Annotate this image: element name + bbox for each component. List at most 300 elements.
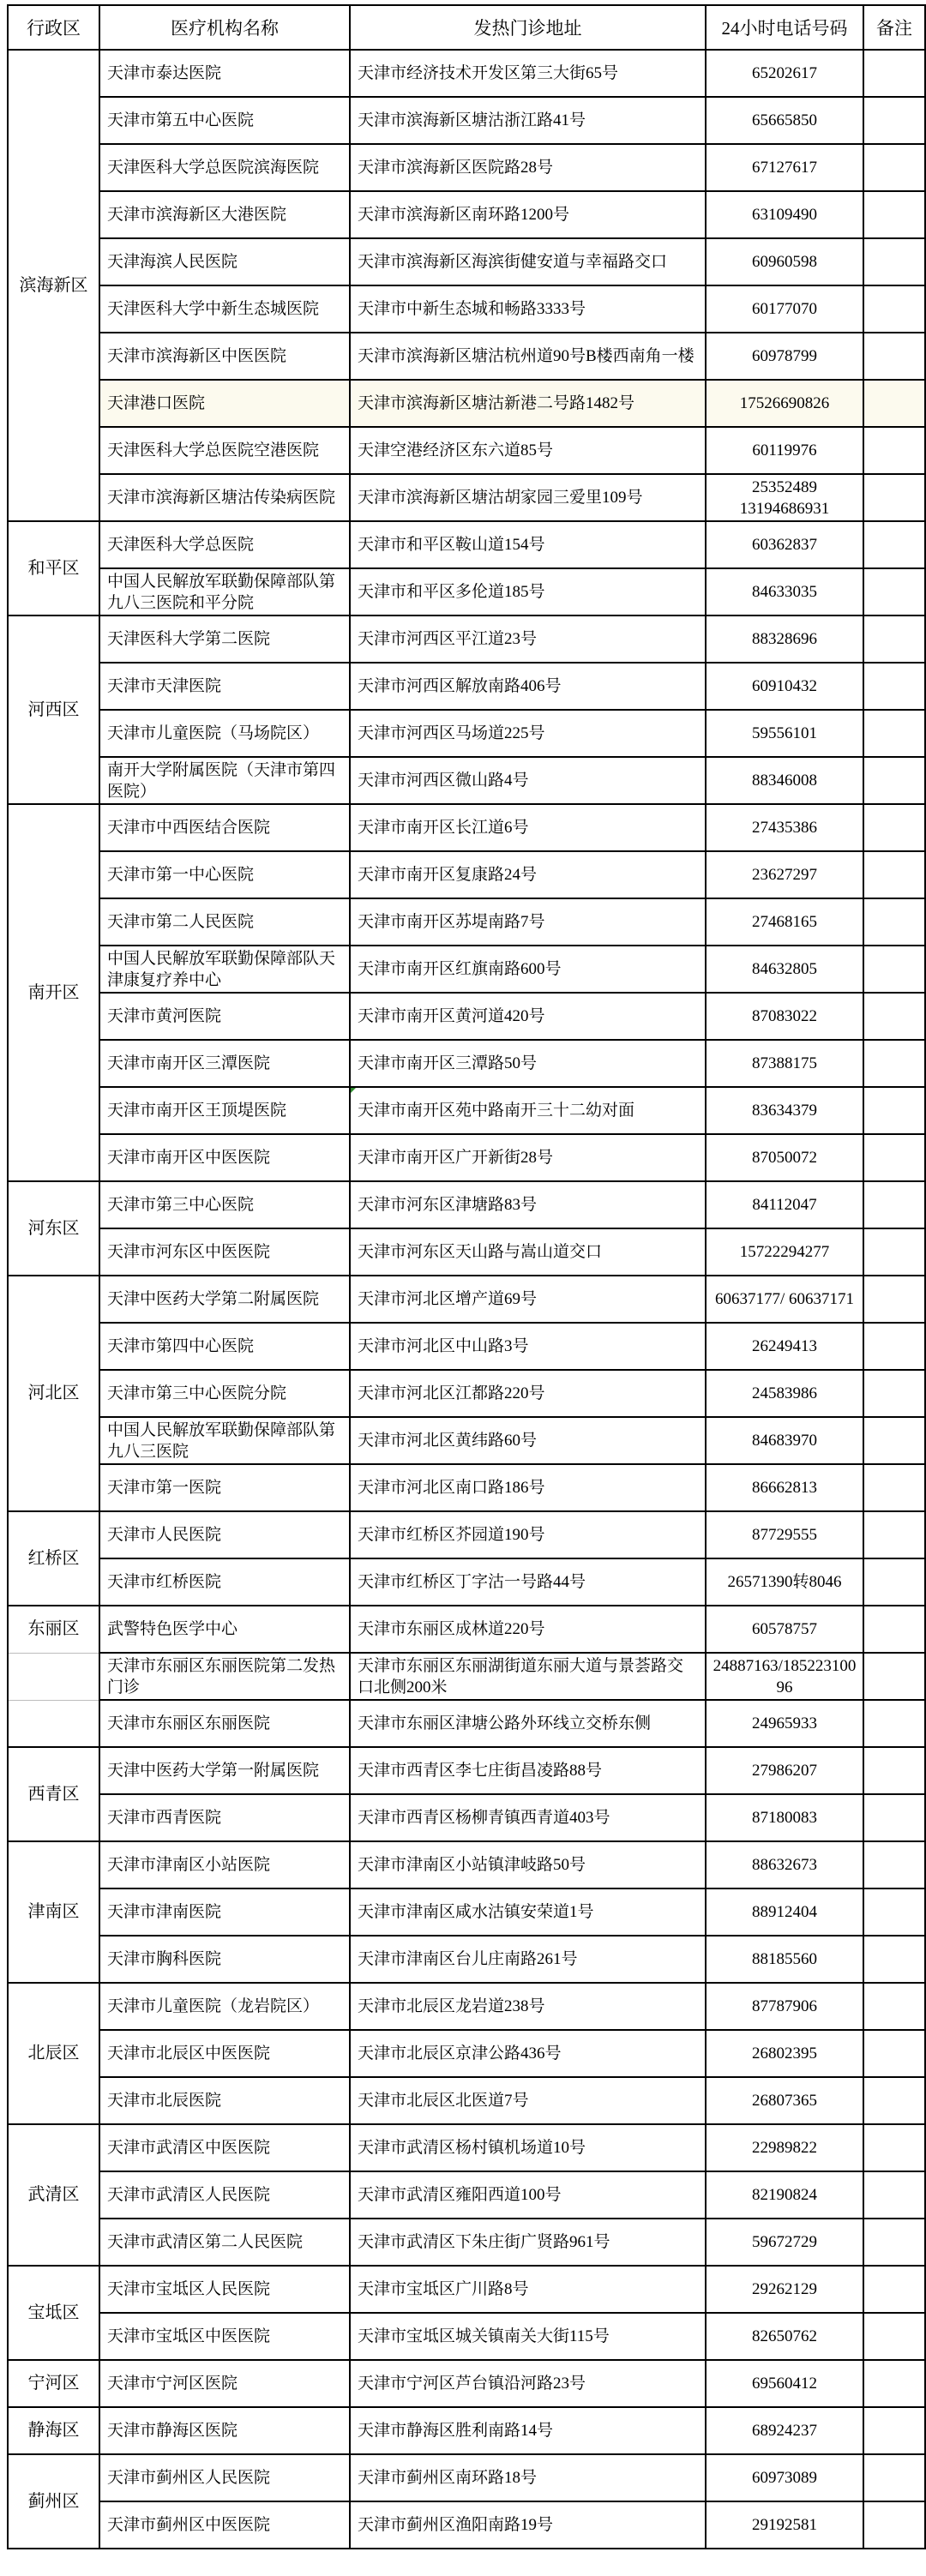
table-row (8, 97, 925, 144)
phone-cell (706, 615, 863, 663)
phone-cell (706, 851, 863, 898)
table-body (8, 50, 925, 2549)
note-cell (863, 1181, 925, 1228)
district-cell: 河北区 (8, 1276, 99, 1511)
org-name-cell: 天津中医药大学第一附属医院 (99, 1747, 350, 1794)
phone-line: 27435386 (752, 819, 817, 837)
table-row (8, 1228, 925, 1276)
address-cell: 天津市静海区胜利南路14号 (350, 2407, 706, 2454)
address-cell: 天津市中新生态城和畅路3333号 (350, 285, 706, 333)
address-cell: 天津市滨海新区医院路28号 (350, 144, 706, 191)
org-name-cell: 天津市宁河区医院 (99, 2360, 350, 2407)
phone-line: 60973089 (752, 2469, 817, 2487)
org-name-cell: 天津市红桥医院 (99, 1558, 350, 1606)
district-cell: 武清区 (8, 2124, 99, 2266)
note-cell (863, 2219, 925, 2266)
table-row (8, 663, 925, 710)
note-cell (863, 1370, 925, 1417)
phone-line: 26807365 (752, 2092, 817, 2110)
note-cell (863, 1936, 925, 1983)
phone-cell (706, 568, 863, 615)
note-cell (863, 1276, 925, 1323)
phone-line: 15722294277 (739, 1243, 830, 1261)
table-row (8, 474, 925, 521)
note-cell (863, 1134, 925, 1181)
phone-line: 59672729 (752, 2233, 817, 2251)
org-name-cell: 天津市滨海新区塘沽传染病医院 (99, 474, 350, 521)
table-row (8, 1370, 925, 1417)
note-cell (863, 50, 925, 97)
table-row (8, 898, 925, 946)
note-cell (863, 1700, 925, 1747)
table-row (8, 238, 925, 285)
note-cell (863, 1841, 925, 1888)
header-org-name: 医疗机构名称 (99, 5, 350, 50)
phone-line: 65202617 (752, 64, 817, 82)
phone-cell (706, 1134, 863, 1181)
phone-cell (706, 1794, 863, 1841)
address-cell: 天津市滨海新区塘沽新港二号路1482号 (350, 380, 706, 427)
phone-line: 84632805 (752, 960, 817, 978)
table-row (8, 2077, 925, 2124)
phone-line: 87180083 (752, 1809, 817, 1827)
org-name-cell: 天津海滨人民医院 (99, 238, 350, 285)
table-row (8, 2407, 925, 2454)
table-row (8, 521, 925, 568)
address-cell: 天津市南开区复康路24号 (350, 851, 706, 898)
phone-cell (706, 757, 863, 804)
table-row (8, 1040, 925, 1087)
note-cell (863, 1228, 925, 1276)
address-cell: 天津市和平区鞍山道154号 (350, 521, 706, 568)
table-row (8, 946, 925, 993)
phone-line: 84633035 (752, 583, 817, 601)
address-cell: 天津市滨海新区塘沽浙江路41号 (350, 97, 706, 144)
phone-line: 24887163/185223100 (713, 1656, 857, 1675)
address-cell: 天津市南开区黄河道420号 (350, 993, 706, 1040)
district-cell: 津南区 (8, 1841, 99, 1983)
phone-cell (706, 2171, 863, 2219)
phone-line: 60578757 (752, 1620, 817, 1638)
district-cell: 东丽区 (8, 1606, 99, 1653)
phone-cell (706, 1983, 863, 2030)
org-name-cell: 天津市武清区人民医院 (99, 2171, 350, 2219)
header-row (8, 5, 925, 50)
address-cell: 天津市北辰区京津公路436号 (350, 2030, 706, 2077)
org-name-cell: 天津市泰达医院 (99, 50, 350, 97)
address-cell: 天津市红桥区丁字沽一号路44号 (350, 1558, 706, 1606)
district-cell-empty (8, 1653, 99, 1700)
phone-cell (706, 1841, 863, 1888)
note-cell (863, 663, 925, 710)
phone-line: 60978799 (752, 347, 817, 365)
note-cell (863, 1983, 925, 2030)
org-name-cell: 中国人民解放军联勤保障部队第九八三医院 (99, 1417, 350, 1464)
org-name-cell: 天津市南开区三潭医院 (99, 1040, 350, 1087)
note-cell (863, 1794, 925, 1841)
phone-line: 88185560 (752, 1950, 817, 1968)
org-name-cell: 天津市第三中心医院分院 (99, 1370, 350, 1417)
note-cell (863, 1040, 925, 1087)
note-cell (863, 851, 925, 898)
table-row (8, 851, 925, 898)
phone-line: 24965933 (752, 1714, 817, 1732)
org-name-cell: 天津医科大学总医院 (99, 521, 350, 568)
org-name-cell: 天津市人民医院 (99, 1511, 350, 1558)
phone-cell (706, 1936, 863, 1983)
address-cell: 天津市滨海新区塘沽胡家园三爱里109号 (350, 474, 706, 521)
district-cell: 红桥区 (8, 1511, 99, 1606)
phone-line: 86662813 (752, 1479, 817, 1497)
address-cell: 天津市河西区马场道225号 (350, 710, 706, 757)
phone-line: 88346008 (752, 772, 817, 790)
table-row (8, 1747, 925, 1794)
note-cell (863, 1606, 925, 1653)
note-cell (863, 1511, 925, 1558)
org-name-cell: 天津市蓟州区人民医院 (99, 2454, 350, 2501)
org-name-cell: 天津市宝坻区人民医院 (99, 2266, 350, 2313)
org-name-cell: 天津市第三中心医院 (99, 1181, 350, 1228)
note-cell (863, 2454, 925, 2501)
org-name-cell: 中国人民解放军联勤保障部队第九八三医院和平分院 (99, 568, 350, 615)
phone-cell (706, 1181, 863, 1228)
address-cell: 天津市经济技术开发区第三大街65号 (350, 50, 706, 97)
phone-line: 88328696 (752, 630, 817, 648)
phone-cell (706, 2124, 863, 2171)
address-cell: 天津市滨海新区南环路1200号 (350, 191, 706, 238)
note-cell (863, 710, 925, 757)
table-row (8, 1464, 925, 1511)
header-note: 备注 (863, 5, 925, 50)
table-row (8, 1794, 925, 1841)
address-cell: 天津市宝坻区广川路8号 (350, 2266, 706, 2313)
phone-line: 87729555 (752, 1526, 817, 1544)
district-cell: 宝坻区 (8, 2266, 99, 2360)
address-cell: 天津市红桥区芥园道190号 (350, 1511, 706, 1558)
note-cell (863, 898, 925, 946)
phone-cell (706, 946, 863, 993)
table-row (8, 1181, 925, 1228)
phone-line: 23627297 (752, 866, 817, 884)
phone-cell (706, 144, 863, 191)
phone-cell (706, 333, 863, 380)
org-name-cell: 中国人民解放军联勤保障部队天津康复疗养中心 (99, 946, 350, 993)
table-row (8, 2501, 925, 2549)
table-row (8, 1323, 925, 1370)
org-name-cell: 天津市黄河医院 (99, 993, 350, 1040)
phone-line: 26802395 (752, 2045, 817, 2063)
phone-line: 88632673 (752, 1856, 817, 1874)
org-name-cell: 天津市第四中心医院 (99, 1323, 350, 1370)
address-cell: 天津市河北区江都路220号 (350, 1370, 706, 1417)
note-cell (863, 427, 925, 474)
org-name-cell: 天津市东丽区东丽医院 (99, 1700, 350, 1747)
phone-line: 83634379 (752, 1102, 817, 1120)
table-row (8, 191, 925, 238)
address-cell: 天津市河东区津塘路83号 (350, 1181, 706, 1228)
org-name-cell: 天津市第一医院 (99, 1464, 350, 1511)
table-row (8, 993, 925, 1040)
phone-line: 60910432 (752, 677, 817, 695)
address-cell: 天津市武清区杨村镇机场道10号 (350, 2124, 706, 2171)
org-name-cell: 天津市滨海新区大港医院 (99, 191, 350, 238)
table-row (8, 568, 925, 615)
table-row (8, 1134, 925, 1181)
note-cell (863, 333, 925, 380)
phone-cell (706, 97, 863, 144)
phone-cell (706, 427, 863, 474)
phone-cell (706, 2313, 863, 2360)
table-row (8, 1653, 925, 1700)
note-cell (863, 804, 925, 851)
table-row (8, 1700, 925, 1747)
org-name-cell: 天津市第一中心医院 (99, 851, 350, 898)
phone-cell (706, 804, 863, 851)
address-cell: 天津市和平区多伦道185号 (350, 568, 706, 615)
table-row (8, 380, 925, 427)
org-name-cell: 天津医科大学中新生态城医院 (99, 285, 350, 333)
phone-line: 65665850 (752, 111, 817, 129)
page (0, 4, 926, 2576)
phone-cell (706, 191, 863, 238)
org-name-cell: 天津市北辰医院 (99, 2077, 350, 2124)
district-cell: 北辰区 (8, 1983, 99, 2124)
note-cell (863, 97, 925, 144)
org-name-cell: 天津市东丽区东丽医院第二发热门诊 (99, 1653, 350, 1700)
address-cell: 天津空港经济区东六道85号 (350, 427, 706, 474)
phone-line: 26571390转8046 (727, 1573, 842, 1591)
table-row (8, 1511, 925, 1558)
address-cell: 天津市河西区解放南路406号 (350, 663, 706, 710)
header-24h-phone: 24小时电话号码 (706, 5, 863, 50)
table-row (8, 2313, 925, 2360)
district-cell: 和平区 (8, 521, 99, 615)
address-cell: 天津市南开区苏堤南路7号 (350, 898, 706, 946)
phone-cell (706, 2501, 863, 2549)
phone-line: 96 (776, 1678, 793, 1696)
phone-line: 59556101 (752, 724, 817, 742)
phone-cell (706, 521, 863, 568)
table-row (8, 1087, 925, 1134)
address-cell: 天津市滨海新区塘沽杭州道90号B楼西南角一楼 (350, 333, 706, 380)
note-cell (863, 2077, 925, 2124)
phone-line: 87050072 (752, 1149, 817, 1167)
phone-line: 24583986 (752, 1384, 817, 1402)
note-cell (863, 2313, 925, 2360)
table-row (8, 1936, 925, 1983)
org-name-cell: 天津市儿童医院（龙岩院区） (99, 1983, 350, 2030)
address-cell: 天津市河北区黄纬路60号 (350, 1417, 706, 1464)
table-row (8, 2360, 925, 2407)
table-row (8, 427, 925, 474)
phone-line: 60637177/ 60637171 (714, 1290, 855, 1308)
note-cell (863, 144, 925, 191)
phone-line: 67127617 (752, 159, 817, 177)
note-cell (863, 568, 925, 615)
org-name-cell: 南开大学附属医院（天津市第四医院） (99, 757, 350, 804)
note-cell (863, 1323, 925, 1370)
table-row (8, 50, 925, 97)
phone-cell (706, 2360, 863, 2407)
table-row (8, 1983, 925, 2030)
address-cell: 天津市河北区中山路3号 (350, 1323, 706, 1370)
district-cell: 河东区 (8, 1181, 99, 1276)
address-cell: 天津市蓟州区南环路18号 (350, 2454, 706, 2501)
org-name-cell: 天津市静海区医院 (99, 2407, 350, 2454)
org-name-cell: 武警特色医学中心 (99, 1606, 350, 1653)
org-name-cell: 天津市第二人民医院 (99, 898, 350, 946)
phone-line: 68924237 (752, 2422, 817, 2440)
phone-cell (706, 1606, 863, 1653)
note-cell (863, 2360, 925, 2407)
phone-line: 84112047 (752, 1196, 817, 1214)
address-cell: 天津市南开区广开新街28号 (350, 1134, 706, 1181)
phone-line: 82650762 (752, 2327, 817, 2345)
table-row (8, 1417, 925, 1464)
address-cell: 天津市津南区小站镇津岐路50号 (350, 1841, 706, 1888)
address-cell: 天津市津南区台儿庄南路261号 (350, 1936, 706, 1983)
phone-cell (706, 2077, 863, 2124)
org-name-cell: 天津市儿童医院（马场院区） (99, 710, 350, 757)
phone-cell (706, 898, 863, 946)
phone-line: 29262129 (752, 2280, 817, 2298)
phone-cell (706, 1747, 863, 1794)
note-cell (863, 615, 925, 663)
table-row (8, 2171, 925, 2219)
phone-cell (706, 1370, 863, 1417)
table-row (8, 2124, 925, 2171)
phone-cell (706, 50, 863, 97)
phone-line: 60119976 (752, 441, 817, 459)
note-cell (863, 285, 925, 333)
cell-corner-marker-icon (351, 1088, 356, 1093)
org-name-cell: 天津港口医院 (99, 380, 350, 427)
phone-cell (706, 2219, 863, 2266)
note-cell (863, 380, 925, 427)
district-cell: 西青区 (8, 1747, 99, 1841)
note-cell (863, 1087, 925, 1134)
phone-cell (706, 1417, 863, 1464)
address-cell: 天津市南开区红旗南路600号 (350, 946, 706, 993)
note-cell (863, 2171, 925, 2219)
header-district: 行政区 (8, 5, 99, 50)
phone-cell (706, 1653, 863, 1700)
phone-line: 87388175 (752, 1054, 817, 1072)
address-cell: 天津市河东区天山路与嵩山道交口 (350, 1228, 706, 1276)
note-cell (863, 946, 925, 993)
phone-line: 29192581 (752, 2516, 817, 2534)
address-cell: 天津市南开区三潭路50号 (350, 1040, 706, 1087)
note-cell (863, 1747, 925, 1794)
note-cell (863, 2124, 925, 2171)
phone-cell (706, 710, 863, 757)
table-row (8, 2030, 925, 2077)
district-cell: 滨海新区 (8, 50, 99, 521)
phone-line: 87787906 (752, 1997, 817, 2015)
phone-line: 27468165 (752, 913, 817, 931)
phone-cell (706, 1558, 863, 1606)
org-name-cell: 天津市胸科医院 (99, 1936, 350, 1983)
table-row (8, 144, 925, 191)
org-name-cell: 天津市南开区王顶堤医院 (99, 1087, 350, 1134)
org-name-cell: 天津市蓟州区中医医院 (99, 2501, 350, 2549)
org-name-cell: 天津市津南医院 (99, 1888, 350, 1936)
phone-line: 63109490 (752, 206, 817, 224)
phone-cell (706, 1087, 863, 1134)
phone-cell (706, 2407, 863, 2454)
phone-cell (706, 1323, 863, 1370)
phone-line: 87083022 (752, 1007, 817, 1025)
district-cell: 静海区 (8, 2407, 99, 2454)
table-row (8, 1558, 925, 1606)
org-name-cell: 天津市武清区第二人民医院 (99, 2219, 350, 2266)
table-row (8, 1276, 925, 1323)
address-cell: 天津市河北区南口路186号 (350, 1464, 706, 1511)
org-name-cell: 天津医科大学总医院滨海医院 (99, 144, 350, 191)
district-cell-empty (8, 1700, 99, 1747)
phone-cell (706, 2454, 863, 2501)
phone-line: 25352489 (752, 477, 817, 496)
phone-cell (706, 1464, 863, 1511)
table-row (8, 333, 925, 380)
note-cell (863, 521, 925, 568)
table-row (8, 710, 925, 757)
phone-cell (706, 993, 863, 1040)
note-cell (863, 1464, 925, 1511)
district-cell: 河西区 (8, 615, 99, 804)
address-cell: 天津市北辰区北医道7号 (350, 2077, 706, 2124)
address-cell: 天津市南开区长江道6号 (350, 804, 706, 851)
note-cell (863, 2407, 925, 2454)
note-cell (863, 474, 925, 521)
org-name-cell: 天津市北辰区中医医院 (99, 2030, 350, 2077)
address-cell: 天津市蓟州区渔阳南路19号 (350, 2501, 706, 2549)
table-row (8, 1888, 925, 1936)
address-cell: 天津市宁河区芦台镇沿河路23号 (350, 2360, 706, 2407)
phone-cell (706, 1040, 863, 1087)
org-name-cell: 天津市河东区中医医院 (99, 1228, 350, 1276)
note-cell (863, 1558, 925, 1606)
org-name-cell: 天津市天津医院 (99, 663, 350, 710)
phone-cell (706, 380, 863, 427)
table-row (8, 615, 925, 663)
note-cell (863, 993, 925, 1040)
district-cell: 南开区 (8, 804, 99, 1181)
org-name-cell: 天津医科大学总医院空港医院 (99, 427, 350, 474)
phone-line: 26249413 (752, 1337, 817, 1355)
org-name-cell: 天津市武清区中医医院 (99, 2124, 350, 2171)
org-name-cell: 天津市南开区中医医院 (99, 1134, 350, 1181)
table-row (8, 1841, 925, 1888)
table-row (8, 2454, 925, 2501)
address-cell: 天津市西青区李七庄街昌凌路88号 (350, 1747, 706, 1794)
table-row (8, 1606, 925, 1653)
address-cell: 天津市东丽区成林道220号 (350, 1606, 706, 1653)
address-cell: 天津市南开区苑中路南开三十二幼对面 (350, 1087, 706, 1134)
org-name-cell: 天津市中西医结合医院 (99, 804, 350, 851)
phone-line: 60177070 (752, 300, 817, 318)
table-row (8, 2219, 925, 2266)
org-name-cell: 天津市宝坻区中医医院 (99, 2313, 350, 2360)
phone-cell (706, 2266, 863, 2313)
note-cell (863, 1653, 925, 1700)
phone-cell (706, 238, 863, 285)
note-cell (863, 238, 925, 285)
org-name-cell: 天津市第五中心医院 (99, 97, 350, 144)
org-name-cell: 天津市津南区小站医院 (99, 1841, 350, 1888)
phone-cell (706, 474, 863, 521)
address-cell: 天津市东丽区东丽湖街道东丽大道与景荟路交口北侧200米 (350, 1653, 706, 1700)
